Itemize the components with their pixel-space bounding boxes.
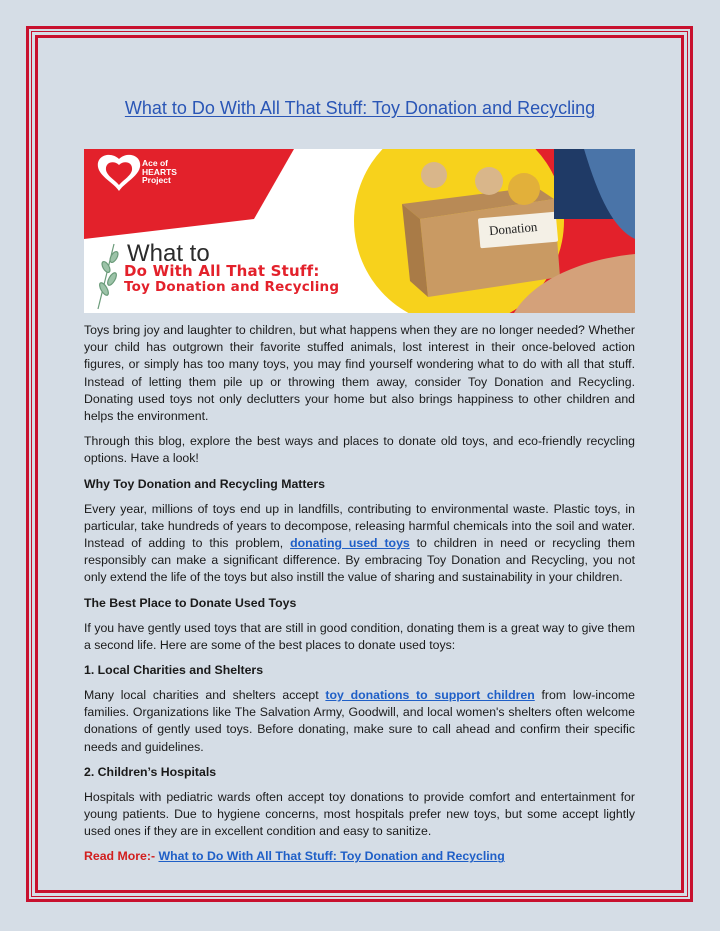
box-label: Donation [488, 218, 538, 239]
local-charities-paragraph [84, 687, 635, 756]
donating-used-toys-link[interactable]: donating used toys [290, 536, 410, 551]
hero-heading-line-1: What to [127, 240, 210, 267]
hospitals-heading: 2. Children’s Hospitals [84, 764, 217, 779]
logo-line-1: Ace of [142, 158, 168, 168]
toy-donations-link[interactable]: toy donations to support children [325, 688, 535, 703]
why-text-before: Every year, millions of toys end up in landfills, contributing to environmental waste. Plastic toys, in particular, take hundreds of years to decompose, releasing harmful chemicals into the soil and water. Instead of adding to this problem, [84, 501, 635, 551]
intro-paragraph: Toys bring joy and laughter to children, but what happens when they are no longer needed? Whether your child has outgrown their favorite stuffed animals, lost interest in their once-beloved action figures, or simply has too many toys, you may find yourself wondering what to do with all that stuff. Instead of letting them pile up or throwing them away, consider Toy Donation and Recycling. Donating used toys not only declutters your home but also brings happiness to other children and helps the environment. [84, 323, 635, 424]
why-paragraph [84, 501, 635, 587]
local-text-after: from low-income families. Organizations like The Salvation Army, Goodwill, and local women's shelters often welcome donations of gently used toys. Before donating, make sure to call ahead and confirm their specific needs and guidelines. [84, 688, 636, 754]
page-title[interactable]: What to Do With All That Stuff: Toy Donation and Recycling [124, 98, 596, 118]
hero-banner [84, 149, 635, 313]
read-more-label: Read More:- [84, 849, 156, 864]
why-heading: Why Toy Donation and Recycling Matters [84, 476, 325, 491]
best-place-heading: The Best Place to Donate Used Toys [84, 595, 297, 610]
article-body [84, 322, 635, 874]
why-text-after: to children in need or recycling them responsibly can make a significant difference. By embracing Toy Donation and Recycling, you not only extend the life of the toys but also instill the value of sharing and sustainability in your children. [84, 536, 635, 585]
hospitals-paragraph: Hospitals with pediatric wards often accept toy donations to provide comfort and entertainment for young patients. Due to hygiene concerns, most hospitals prefer new toys, but some accept lightly used ones if they are in excellent condition and easy to sanitize. [84, 789, 635, 839]
hero-heading-line-2: Do With All That Stuff: [124, 262, 320, 280]
hero-logo-text [142, 159, 177, 185]
local-text-before: Many local charities and shelters accept [84, 688, 326, 703]
read-more-link[interactable]: What to Do With All That Stuff: Toy Donation and Recycling [158, 849, 505, 864]
hero-heading-line-3: Toy Donation and Recycling [124, 279, 340, 295]
local-charities-heading: 1. Local Charities and Shelters [84, 663, 264, 678]
explore-paragraph: Through this blog, explore the best ways and places to donate old toys, and eco-friendly recycling options. Have a look! [84, 434, 635, 466]
read-more-line [84, 848, 635, 865]
best-place-paragraph: If you have gently used toys that are still in good condition, donating them is a great way to give them a second life. Here are some of the best places to donate used toys: [84, 620, 635, 652]
logo-line-2: HEARTS [142, 166, 177, 177]
logo-line-3: Project [142, 175, 171, 185]
